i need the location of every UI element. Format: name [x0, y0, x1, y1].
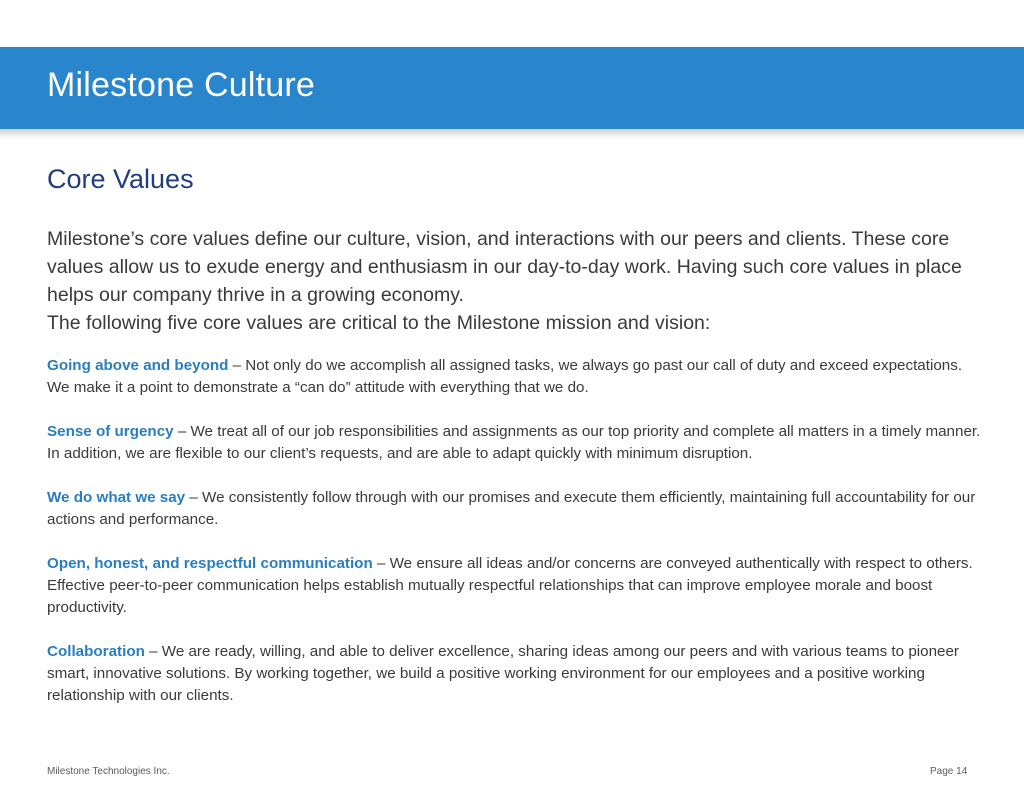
value-description: – Not only do we accomplish all assigned tasks, we always go past our call of duty and exceed expectations. We make it a point to demonstrate a “can do” attitude with everything that we do. [47, 357, 963, 396]
page-title: Milestone Culture [47, 66, 315, 104]
value-item-collaboration [47, 641, 982, 707]
value-term: We do what we say [47, 489, 186, 506]
value-description: – We are ready, willing, and able to deliver excellence, sharing ideas among our peers and with various teams to pioneer smart, innovative solutions. By working together, we build a positive working environment for our employees and a positive working relationship with our clients. [47, 643, 959, 704]
value-description: – We ensure all ideas and/or concerns are conveyed authentically with respect to others. Effective peer-to-peer communication helps establish mutually respectful relationships that can improve employee morale and boost productivity. [47, 555, 973, 616]
header-banner-shadow [0, 129, 1024, 139]
value-item-open-communication [47, 553, 982, 619]
section-heading: Core Values [47, 164, 194, 194]
value-term: Open, honest, and respectful communication [47, 555, 373, 572]
core-values-list [47, 355, 982, 729]
intro-block [47, 225, 987, 337]
intro-lead-in: The following five core values are critical to the Milestone mission and vision: [47, 312, 711, 334]
value-term: Sense of urgency [47, 423, 174, 440]
intro-paragraph: Milestone’s core values define our culture, vision, and interactions with our peers and clients. These core values allow us to exude energy and enthusiasm in our day-to-day work. Having such core values in place helps our company thrive in a growing economy. [47, 228, 962, 306]
value-description: – We consistently follow through with our promises and execute them efficiently, maintaining full accountability for our actions and performance. [47, 489, 976, 528]
value-item-sense-of-urgency [47, 421, 982, 465]
value-item-we-do-what-we-say [47, 487, 982, 531]
value-term: Going above and beyond [47, 357, 229, 374]
footer-company: Milestone Technologies Inc. [47, 766, 170, 777]
footer-page-number: Page 14 [930, 766, 968, 777]
value-description: – We treat all of our job responsibilities and assignments as our top priority and complete all matters in a timely manner. In addition, we are flexible to our client’s requests, and are able to adapt quickly with minimum disruption. [47, 423, 981, 462]
value-term: Collaboration [47, 643, 145, 660]
value-item-going-above [47, 355, 982, 399]
